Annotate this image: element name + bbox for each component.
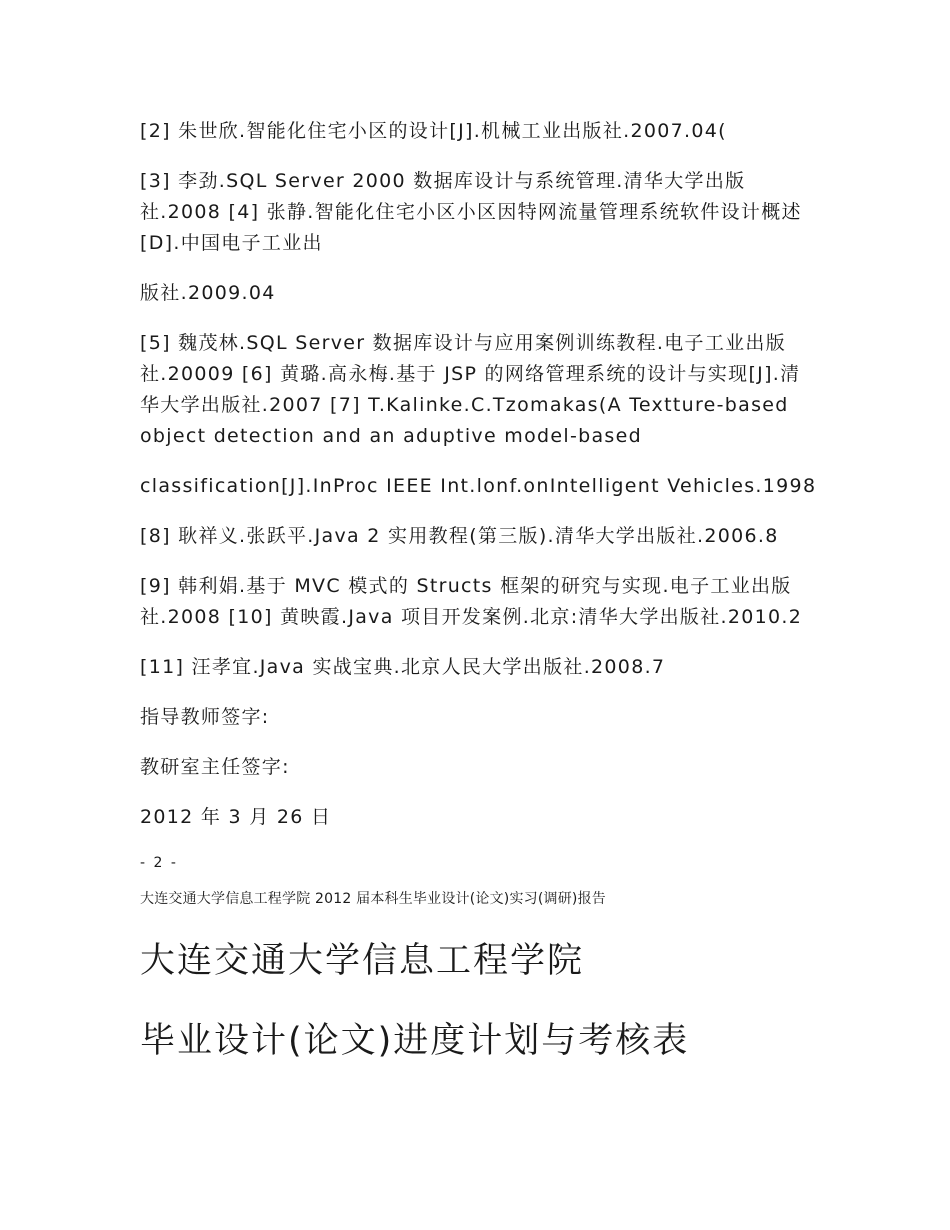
page-title: 大连交通大学信息工程学院 [140,941,585,981]
reference-item: [8] 耿祥义.张跃平.Java 2 实用教程(第三版).清华大学出版社.2006.8 [140,525,779,547]
director-signature-label: 教研室主任签字: [140,756,290,778]
reference-item: [11] 汪孝宜.Java 实战宝典.北京人民大学出版社.2008.7 [140,656,666,678]
document-page [140,0,820,1230]
advisor-signature-label: 指导教师签字: [140,706,270,728]
reference-item: [9] 韩利娟.基于 MVC 模式的 Structs 框架的研究与实现.电子工业出版社.2008 [10] 黄映霞.Java 项目开发案例.北京:清华大学出版社.2010.2 [140,575,803,628]
page-number: - 2 - [140,855,178,871]
reference-item: 版社.2009.04 [140,282,276,304]
page-header: 大连交通大学信息工程学院 2012 届本科生毕业设计(论文)实习(调研)报告 [140,891,606,907]
page-subtitle: 毕业设计(论文)进度计划与考核表 [140,1021,690,1061]
reference-item: [5] 魏茂林.SQL Server 数据库设计与应用案例训练教程.电子工业出版社.20009 [6] 黄璐.高永梅.基于 JSP 的网络管理系统的设计与实现[J].清华大学出版社.2007 [7] T.Kalinke.C.Tzomakas(A Textture-based object detection and an aduptive model-based [140,332,801,447]
reference-item: classification[J].InProc IEEE Int.lonf.onIntelligent Vehicles.1998 [140,475,817,497]
reference-item: [3] 李劲.SQL Server 2000 数据库设计与系统管理.清华大学出版社.2008 [4] 张静.智能化住宅小区小区因特网流量管理系统软件设计概述[D].中国电子工业出 [140,170,802,254]
reference-list [140,116,820,1096]
reference-item: [2] 朱世欣.智能化住宅小区的设计[J].机械工业出版社.2007.04( [140,120,727,142]
signature-date: 2012 年 3 月 26 日 [140,806,332,828]
